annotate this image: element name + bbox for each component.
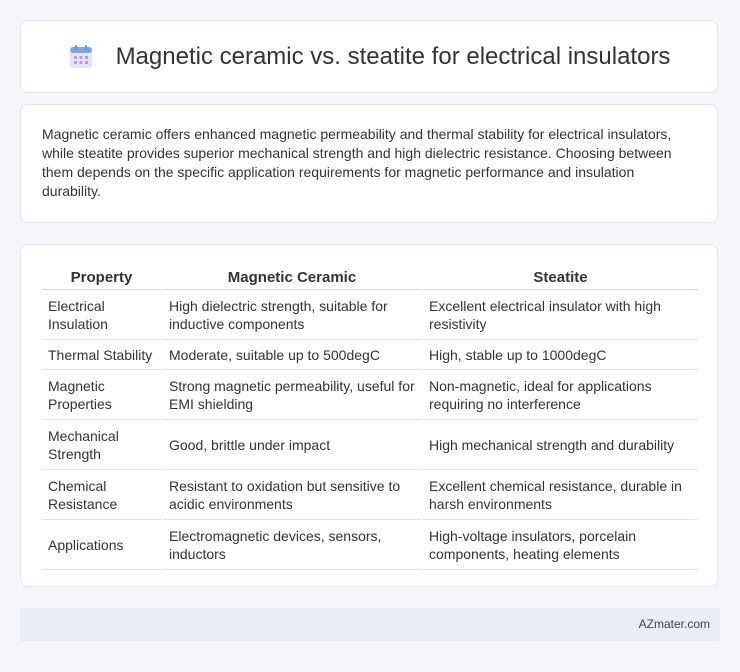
property-cell: Applications <box>42 520 161 570</box>
column-header-magnetic-ceramic: Magnetic Ceramic <box>163 265 421 290</box>
steatite-cell: Excellent electrical insulator with high resistivity <box>423 290 698 340</box>
intro-card <box>20 104 718 223</box>
table-row <box>42 470 698 520</box>
title-card <box>20 20 718 93</box>
steatite-cell: Excellent chemical resistance, durable in harsh environments <box>423 470 698 520</box>
column-header-steatite: Steatite <box>423 265 698 290</box>
calendar-icon <box>68 44 94 70</box>
footer-brand[interactable]: AZmater.com <box>638 617 710 631</box>
property-cell: Electrical Insulation <box>42 290 161 340</box>
table-row <box>42 370 698 420</box>
steatite-cell: Non-magnetic, ideal for applications requiring no interference <box>423 370 698 420</box>
magnetic-ceramic-cell: Resistant to oxidation but sensitive to acidic environments <box>163 470 421 520</box>
footer <box>20 608 720 641</box>
table-row <box>42 520 698 570</box>
page-title: Magnetic ceramic vs. steatite for electrical insulators <box>115 42 671 70</box>
magnetic-ceramic-cell: Electromagnetic devices, sensors, inductors <box>163 520 421 570</box>
steatite-cell: High-voltage insulators, porcelain components, heating elements <box>423 520 698 570</box>
comparison-table <box>40 265 700 570</box>
steatite-cell: High mechanical strength and durability <box>423 420 698 470</box>
property-cell: Thermal Stability <box>42 340 161 370</box>
comparison-table-card <box>20 244 718 587</box>
table-row <box>42 420 698 470</box>
property-cell: Chemical Resistance <box>42 470 161 520</box>
table-header-row <box>42 265 698 290</box>
magnetic-ceramic-cell: Good, brittle under impact <box>163 420 421 470</box>
magnetic-ceramic-cell: Strong magnetic permeability, useful for EMI shielding <box>163 370 421 420</box>
magnetic-ceramic-cell: Moderate, suitable up to 500degC <box>163 340 421 370</box>
property-cell: Magnetic Properties <box>42 370 161 420</box>
table-row <box>42 290 698 340</box>
property-cell: Mechanical Strength <box>42 420 161 470</box>
intro-text: Magnetic ceramic offers enhanced magnetic permeability and thermal stability for electrical insulators, while steatite provides superior mechanical strength and high dielectric resistance. Choosing between them depends on the specific application requirements for magnetic performance and insulation durability. <box>42 126 672 199</box>
table-row <box>42 340 698 370</box>
steatite-cell: High, stable up to 1000degC <box>423 340 698 370</box>
column-header-property: Property <box>42 265 161 290</box>
magnetic-ceramic-cell: High dielectric strength, suitable for inductive components <box>163 290 421 340</box>
